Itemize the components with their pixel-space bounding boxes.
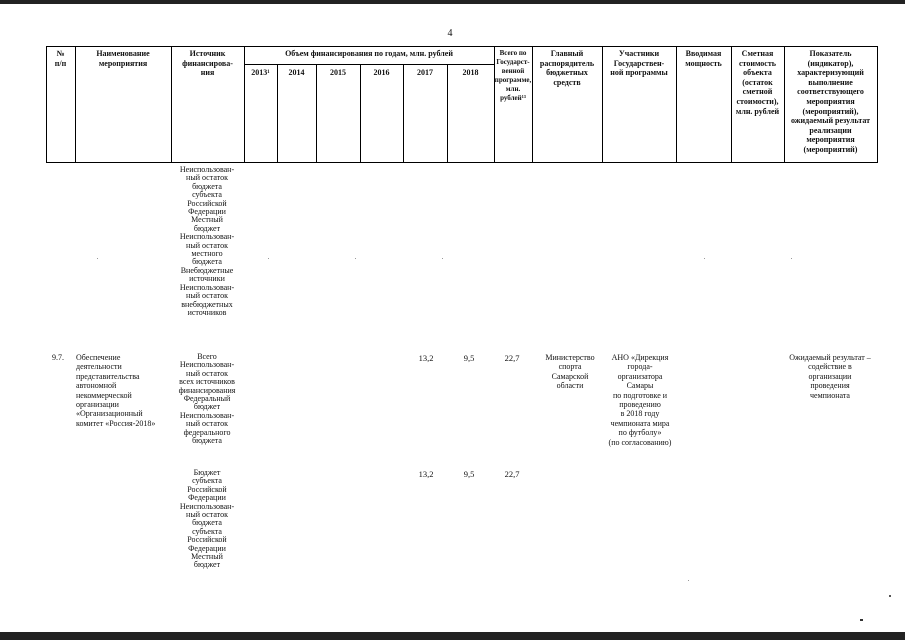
value-total-regional: 22,7 xyxy=(504,469,520,479)
header-year-2017: 2017 xyxy=(417,68,433,77)
header-estimated-cost: Сметная стоимость объекта (остаток сметной стоимости), млн. рублей xyxy=(735,49,780,116)
list-item: ный остаток xyxy=(186,240,228,250)
list-item: Неиспользован- xyxy=(179,232,235,242)
list-item: Внебюджетные xyxy=(180,265,234,275)
list-item: ный остаток xyxy=(186,510,228,520)
header-year-2015: 2015 xyxy=(330,68,346,77)
row-sources-a xyxy=(166,353,248,445)
row-name: Обеспечение деятельности представительства автономной некоммерческой организации «Организационный комитет «Россия-2018» xyxy=(76,353,156,428)
scan-speck xyxy=(704,258,705,259)
scan-speck xyxy=(442,258,443,259)
list-item: всех источников xyxy=(179,377,235,387)
bottom-border xyxy=(0,632,905,640)
scan-speck xyxy=(889,595,891,597)
value-2018: 9,5 xyxy=(463,353,475,363)
list-item: Неиспользован- xyxy=(179,360,235,370)
list-item: Федерации xyxy=(188,543,226,553)
list-item: Местный xyxy=(191,552,223,562)
list-item: финансирования xyxy=(178,385,236,395)
header-main-manager: Главный распорядитель бюджетных средств xyxy=(539,49,595,87)
table-header xyxy=(46,46,878,163)
list-item: бюджета xyxy=(192,518,222,528)
list-item: Российской xyxy=(187,484,227,494)
list-item: Неиспользован- xyxy=(179,165,235,174)
list-item: федерального xyxy=(183,427,231,437)
header-capacity: Вводимая мощность xyxy=(685,49,722,68)
list-item: бюджет xyxy=(193,223,221,233)
top-sources-list xyxy=(166,166,248,317)
list-item: ный остаток xyxy=(186,368,228,378)
list-item: Неиспользован- xyxy=(179,501,235,511)
list-item: бюджета xyxy=(192,181,222,191)
list-item: внебюджетных xyxy=(181,299,233,309)
scan-speck xyxy=(791,258,792,259)
header-num: № п/п xyxy=(54,49,67,68)
list-item: Всего xyxy=(197,352,217,361)
scan-speck xyxy=(860,619,863,621)
list-item: ный остаток xyxy=(186,291,228,301)
list-item: источники xyxy=(189,274,225,284)
value-2018-regional: 9,5 xyxy=(463,469,475,479)
scan-speck xyxy=(97,258,98,259)
list-item: Неиспользован- xyxy=(179,410,235,420)
header-indicator: Показатель (индикатор), характеризующий выполнение соответствующего мероприятия (мероприятий), ожидаемый результат реализации мероприятия (мероприятий) xyxy=(790,49,871,154)
scan-speck xyxy=(688,580,689,581)
header-source: Источник финансирова- ния xyxy=(182,49,233,78)
list-item: Федеральный xyxy=(183,394,231,404)
header-participants: Участники Государствен- ной программы xyxy=(610,49,668,78)
list-item: бюджет xyxy=(193,402,221,412)
header-year-2014: 2014 xyxy=(288,68,305,77)
header-funding-title: Объем финансирования по годам, млн. рублей xyxy=(285,49,453,58)
row-sources-b xyxy=(166,469,248,570)
page-number: 4 xyxy=(447,28,453,39)
scan-speck xyxy=(268,258,269,259)
list-item: ный остаток xyxy=(186,419,228,429)
value-2017: 13,2 xyxy=(418,353,434,363)
list-item: Российской xyxy=(187,535,227,545)
header-year-2016: 2016 xyxy=(373,68,390,77)
list-item: Федерации xyxy=(188,207,226,217)
list-item: бюджета xyxy=(192,436,222,446)
top-border xyxy=(0,0,905,4)
header-name: Наименование мероприятия xyxy=(96,49,150,68)
list-item: Местный xyxy=(191,215,223,225)
list-item: бюджета xyxy=(192,257,222,267)
header-year-2018: 2018 xyxy=(462,68,479,77)
row-result: Ожидаемый результат – содействие в организации проведения чемпионата xyxy=(789,353,871,400)
list-item: Неиспользован- xyxy=(179,282,235,292)
row-main-manager: Министерство спорта Самарской области xyxy=(545,353,595,391)
value-total: 22,7 xyxy=(504,353,520,363)
list-item: ный остаток xyxy=(186,173,228,183)
list-item: местного xyxy=(191,249,223,259)
header-year-2013: 2013¹ xyxy=(251,68,270,77)
list-item: бюджет xyxy=(193,560,221,570)
value-2017-regional: 13,2 xyxy=(418,469,434,479)
header-total: Всего по Государст- венной программе, млн. рублей¹³ xyxy=(494,49,532,102)
list-item: Бюджет xyxy=(193,468,221,477)
list-item: Федерации xyxy=(188,493,226,503)
list-item: Российской xyxy=(187,198,227,208)
list-item: субъекта xyxy=(192,526,222,536)
list-item: субъекта xyxy=(192,190,222,200)
row-participants: АНО «Дирекция города- организатора Самары по подготовке и проведению в 2018 году чемпионата мира по футболу» (по согласованию) xyxy=(608,353,672,447)
list-item: источников xyxy=(187,307,227,317)
row-number: 9.7. xyxy=(52,353,64,362)
list-item: субъекта xyxy=(192,476,222,486)
scan-speck xyxy=(355,258,356,259)
